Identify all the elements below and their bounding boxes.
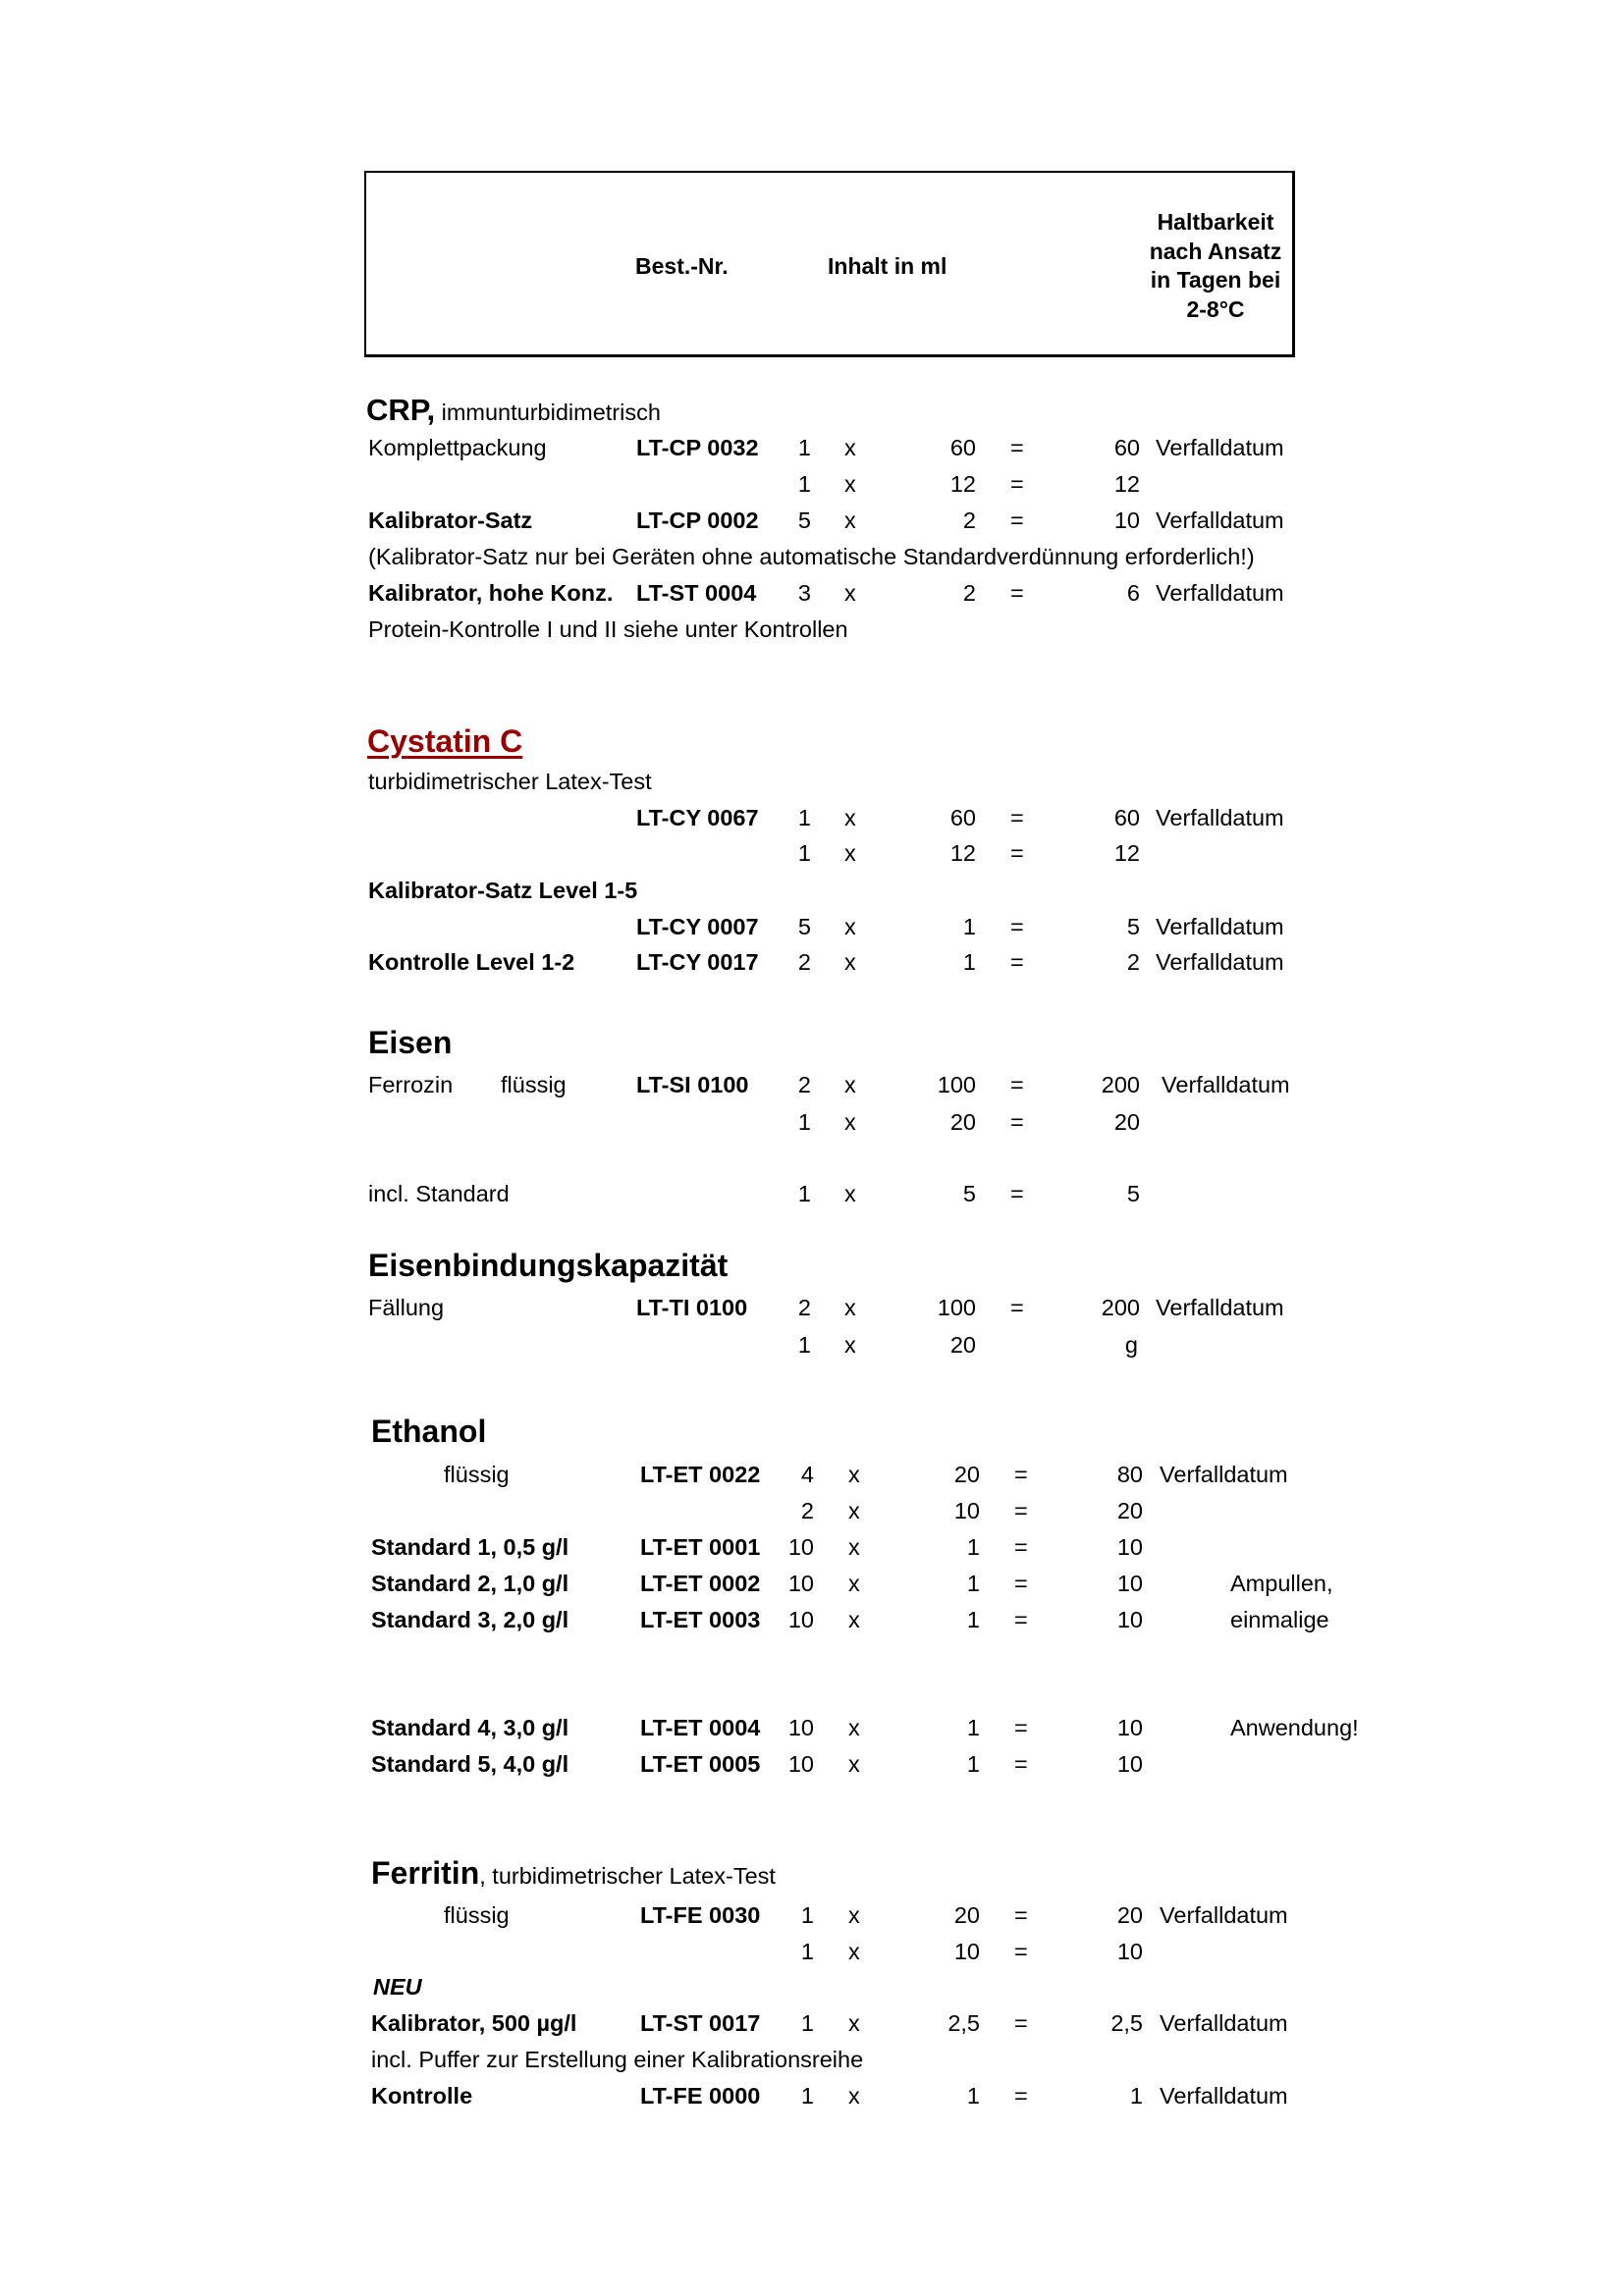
row-label: Standard 1, 0,5 g/l — [371, 1534, 569, 1560]
row-volume: 1 — [966, 1715, 980, 1740]
row-qty: 1 — [797, 1109, 811, 1135]
table-row — [0, 2082, 1623, 2109]
row-qty: 1 — [800, 2083, 814, 2109]
cystatin-kalibrator-label: Kalibrator-Satz Level 1-5 — [368, 878, 638, 903]
row-equals: = — [1010, 1295, 1024, 1320]
row-volume: 100 — [937, 1072, 976, 1097]
row-qty: 1 — [797, 840, 811, 866]
row-times: x — [844, 840, 856, 866]
row-times: x — [848, 1939, 860, 1964]
crp-footer-note: Protein-Kontrolle I und II siehe unter Kontrollen — [368, 616, 848, 642]
row-code: LT-ET 0001 — [640, 1534, 761, 1560]
row-total: 2 — [1126, 949, 1140, 975]
row-volume: 12 — [949, 840, 976, 866]
row-note: Verfalldatum — [1160, 2010, 1288, 2036]
row-total: 5 — [1126, 1181, 1140, 1206]
row-label: flüssig — [444, 1902, 510, 1928]
row-times: x — [844, 1181, 856, 1206]
table-row — [0, 1108, 1623, 1136]
row-equals: = — [1010, 580, 1024, 606]
row-label: Ferrozin — [368, 1072, 454, 1097]
section-title-crp — [366, 393, 661, 430]
table-row — [0, 1294, 1623, 1321]
row-equals: = — [1010, 1109, 1024, 1135]
row-volume: 1 — [966, 1571, 980, 1596]
table-row — [0, 1714, 1623, 1741]
row-code: LT-CY 0017 — [636, 949, 759, 975]
row-volume: 20 — [953, 1902, 980, 1928]
row-volume: 2 — [962, 507, 976, 533]
row-total: 10 — [1116, 1715, 1143, 1740]
row-times: x — [844, 580, 856, 606]
section-title-cystatin: Cystatin C — [367, 723, 523, 759]
row-note: einmalige — [1230, 1607, 1329, 1632]
row-total: 20 — [1116, 1902, 1143, 1928]
section-title-eisen: Eisen — [368, 1025, 453, 1060]
row-note: Verfalldatum — [1160, 1462, 1288, 1487]
row-label: Standard 5, 4,0 g/l — [371, 1751, 569, 1777]
row-qty: 5 — [797, 507, 811, 533]
row-times: x — [848, 1751, 860, 1777]
row-total: 10 — [1116, 1571, 1143, 1596]
row-total: 200 — [1101, 1072, 1140, 1097]
row-qty: 10 — [787, 1571, 814, 1596]
row-note: Verfalldatum — [1156, 580, 1284, 606]
row-qty: 2 — [797, 1072, 811, 1097]
row-note: Verfalldatum — [1156, 914, 1284, 939]
row-times: x — [844, 435, 856, 460]
table-row — [0, 1533, 1623, 1561]
row-total: 10 — [1113, 507, 1140, 533]
row-total: 6 — [1126, 580, 1140, 606]
section-title-ferritin — [371, 1855, 776, 1894]
row-volume: 60 — [949, 435, 976, 460]
row-equals: = — [1014, 2083, 1028, 2109]
row-times: x — [844, 1332, 856, 1358]
row-qty: 2 — [800, 1498, 814, 1523]
header-inhalt: Inhalt in ml — [828, 253, 947, 279]
table-row — [0, 1071, 1623, 1098]
row-qty: 3 — [797, 580, 811, 606]
row-volume: 10 — [953, 1498, 980, 1523]
row-equals: = — [1014, 1462, 1028, 1487]
row-total: 10 — [1116, 1607, 1143, 1632]
row-equals: = — [1010, 435, 1024, 460]
ferritin-subtitle: , turbidimetrischer Latex-Test — [479, 1863, 776, 1889]
row-total: g — [1124, 1332, 1138, 1358]
crp-remark: (Kalibrator-Satz nur bei Geräten ohne automatische Standardverdünnung erforderlich!) — [368, 544, 1255, 569]
header-best-nr: Best.-Nr. — [635, 253, 729, 279]
row-times: x — [844, 914, 856, 939]
row-equals: = — [1014, 1571, 1028, 1596]
table-row — [0, 948, 1623, 976]
row-times: x — [848, 1715, 860, 1740]
table-row — [0, 1606, 1623, 1633]
row-total: 80 — [1116, 1462, 1143, 1487]
row-total: 20 — [1116, 1498, 1143, 1523]
row-qty: 10 — [787, 1607, 814, 1632]
row-volume: 1 — [966, 1751, 980, 1777]
row-qty: 1 — [797, 471, 811, 497]
row-equals: = — [1010, 949, 1024, 975]
header-haltbarkeit-line: in Tagen bei — [1150, 267, 1281, 293]
table-row — [0, 434, 1623, 461]
row-code: LT-CP 0002 — [636, 507, 759, 533]
row-code: LT-CY 0067 — [636, 805, 759, 830]
row-times: x — [844, 1109, 856, 1135]
row-equals: = — [1010, 805, 1024, 830]
row-volume: 12 — [949, 471, 976, 497]
row-total: 1 — [1129, 2083, 1143, 2109]
row-volume: 1 — [966, 2083, 980, 2109]
cystatin-subtitle: turbidimetrischer Latex-Test — [368, 769, 652, 794]
row-volume: 1 — [966, 1607, 980, 1632]
row-note: Ampullen, — [1230, 1571, 1333, 1596]
row-times: x — [848, 2010, 860, 2036]
row-equals: = — [1010, 1181, 1024, 1206]
row-total: 10 — [1116, 1534, 1143, 1560]
header-haltbarkeit — [1127, 208, 1304, 324]
table-row — [0, 839, 1623, 867]
row-total: 200 — [1101, 1295, 1140, 1320]
row-label: Standard 3, 2,0 g/l — [371, 1607, 569, 1632]
row-volume: 20 — [953, 1462, 980, 1487]
row-volume: 1 — [962, 914, 976, 939]
row-equals: = — [1014, 1902, 1028, 1928]
row-label: Standard 4, 3,0 g/l — [371, 1715, 569, 1740]
row-note: Verfalldatum — [1156, 435, 1284, 460]
row-code: LT-ET 0004 — [640, 1715, 761, 1740]
row-code: LT-FE 0030 — [640, 1902, 761, 1928]
row-note: Verfalldatum — [1156, 507, 1284, 533]
header-haltbarkeit-line: 2-8°C — [1186, 295, 1245, 322]
row-total: 10 — [1116, 1939, 1143, 1964]
row-qty: 2 — [797, 1295, 811, 1320]
row-volume: 20 — [949, 1332, 976, 1358]
row-volume: 5 — [962, 1181, 976, 1206]
row-note: Verfalldatum — [1156, 949, 1284, 975]
crp-subtitle: immunturbidimetrisch — [435, 400, 661, 425]
row-code: LT-ET 0005 — [640, 1751, 761, 1777]
ferritin-remark: incl. Puffer zur Erstellung einer Kalibrationsreihe — [371, 2047, 864, 2072]
row-times: x — [844, 1295, 856, 1320]
row-code: LT-ET 0022 — [640, 1462, 761, 1487]
row-note: Verfalldatum — [1162, 1072, 1290, 1097]
row-equals: = — [1014, 1534, 1028, 1560]
row-volume: 2,5 — [947, 2010, 980, 2036]
row-qty: 10 — [787, 1715, 814, 1740]
row-total: 2,5 — [1110, 2010, 1143, 2036]
row-label: flüssig — [444, 1462, 510, 1487]
row-note: Verfalldatum — [1160, 1902, 1288, 1928]
row-qty: 1 — [797, 805, 811, 830]
row-times: x — [848, 1902, 860, 1928]
row-label: Kalibrator, 500 µg/l — [371, 2010, 577, 2036]
table-row — [0, 1331, 1623, 1359]
row-volume: 1 — [962, 949, 976, 975]
section-title-eisenbindungskapazitaet: Eisenbindungskapazität — [368, 1248, 729, 1283]
row-volume: 10 — [953, 1939, 980, 1964]
row-label: Komplettpackung — [368, 435, 547, 460]
row-qty: 4 — [800, 1462, 814, 1487]
row-code: LT-ST 0017 — [640, 2010, 761, 2036]
table-row — [0, 1750, 1623, 1778]
row-code: LT-CY 0007 — [636, 914, 759, 939]
row-note: Verfalldatum — [1156, 805, 1284, 830]
row-code: LT-SI 0100 — [636, 1072, 749, 1097]
row-code: LT-FE 0000 — [640, 2083, 761, 2109]
row-times: x — [848, 2083, 860, 2109]
row-label: incl. Standard — [368, 1181, 510, 1206]
table-row — [0, 470, 1623, 498]
table-row — [0, 804, 1623, 831]
row-volume: 20 — [949, 1109, 976, 1135]
row-note: Verfalldatum — [1160, 2083, 1288, 2109]
row-times: x — [844, 1072, 856, 1097]
table-row — [0, 1938, 1623, 1965]
row-qty: 10 — [787, 1751, 814, 1777]
row-total: 20 — [1113, 1109, 1140, 1135]
row-volume: 100 — [937, 1295, 976, 1320]
row-qty: 1 — [800, 2010, 814, 2036]
row-code: LT-ST 0004 — [636, 580, 757, 606]
row-equals: = — [1010, 914, 1024, 939]
table-row — [0, 1461, 1623, 1488]
table-row — [0, 2009, 1623, 2037]
row-times: x — [844, 805, 856, 830]
row-equals: = — [1014, 2010, 1028, 2036]
row-volume: 60 — [949, 805, 976, 830]
row-qty: 1 — [797, 435, 811, 460]
row-label: Fällung — [368, 1295, 445, 1320]
row-equals: = — [1010, 840, 1024, 866]
row-code: LT-ET 0003 — [640, 1607, 761, 1632]
row-times: x — [848, 1498, 860, 1523]
row-label: Kontrolle Level 1-2 — [368, 949, 575, 975]
row-equals: = — [1010, 1072, 1024, 1097]
row-qty: 1 — [800, 1939, 814, 1964]
row-times: x — [844, 471, 856, 497]
row-volume: 2 — [962, 580, 976, 606]
row-times: x — [844, 507, 856, 533]
row-code: LT-ET 0002 — [640, 1571, 761, 1596]
row-qty: 1 — [800, 1902, 814, 1928]
row-label: Standard 2, 1,0 g/l — [371, 1571, 569, 1596]
table-row — [0, 579, 1623, 607]
row-equals: = — [1014, 1751, 1028, 1777]
row-total: 60 — [1113, 435, 1140, 460]
row-equals: = — [1010, 507, 1024, 533]
row-equals: = — [1014, 1607, 1028, 1632]
table-row — [0, 913, 1623, 940]
row-qty: 5 — [797, 914, 811, 939]
row-times: x — [848, 1534, 860, 1560]
row-total: 10 — [1116, 1751, 1143, 1777]
table-row — [0, 1497, 1623, 1524]
row-note: Anwendung! — [1230, 1715, 1359, 1740]
table-row — [0, 1570, 1623, 1597]
row-label: Kalibrator-Satz — [368, 507, 533, 533]
row-times: x — [844, 949, 856, 975]
row-equals: = — [1010, 471, 1024, 497]
row-qty: 1 — [797, 1332, 811, 1358]
row-equals: = — [1014, 1939, 1028, 1964]
row-times: x — [848, 1607, 860, 1632]
header-haltbarkeit-line: Haltbarkeit — [1157, 209, 1274, 235]
row-total: 12 — [1113, 840, 1140, 866]
row-total: 5 — [1126, 914, 1140, 939]
row-times: x — [848, 1462, 860, 1487]
row-qty: 1 — [797, 1181, 811, 1206]
row-qty: 10 — [787, 1534, 814, 1560]
row-total: 60 — [1113, 805, 1140, 830]
table-row — [0, 507, 1623, 534]
row-qty: 2 — [797, 949, 811, 975]
row-note: Verfalldatum — [1156, 1295, 1284, 1320]
table-row — [0, 1180, 1623, 1207]
row-label-secondary: flüssig — [501, 1072, 567, 1097]
row-label: Kalibrator, hohe Konz. — [368, 580, 614, 606]
header-haltbarkeit-line: nach Ansatz — [1149, 238, 1282, 264]
row-volume: 1 — [966, 1534, 980, 1560]
table-row — [0, 1901, 1623, 1929]
row-total: 12 — [1113, 471, 1140, 497]
row-equals: = — [1014, 1715, 1028, 1740]
new-badge: NEU — [373, 1974, 422, 2000]
section-title-ethanol: Ethanol — [371, 1414, 487, 1449]
row-code: LT-TI 0100 — [636, 1295, 748, 1320]
ferritin-title: Ferritin — [371, 1855, 480, 1891]
row-code: LT-CP 0032 — [636, 435, 759, 460]
row-equals: = — [1014, 1498, 1028, 1523]
row-label: Kontrolle — [371, 2083, 473, 2109]
crp-title: CRP, — [366, 393, 436, 427]
row-times: x — [848, 1571, 860, 1596]
